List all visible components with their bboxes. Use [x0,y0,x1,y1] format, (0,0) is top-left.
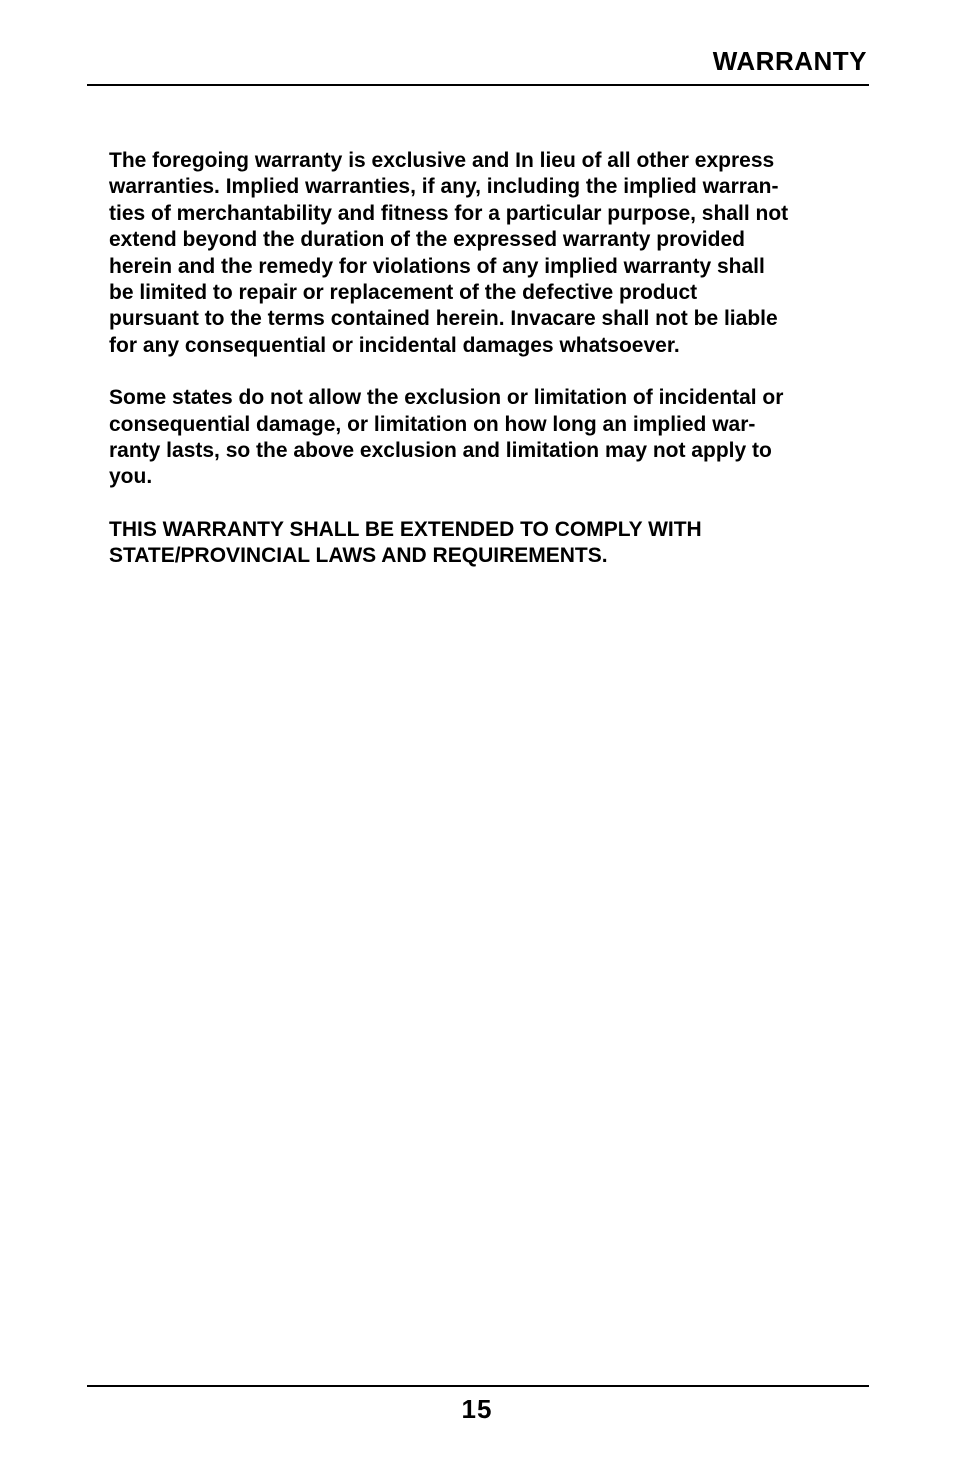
page-number: 15 [461,1394,493,1424]
header-rule [87,84,869,86]
state-limitations-paragraph: Some states do not allow the exclusion or limitation of incidental or consequential damage, or limitation on how long an implied war- ranty lasts, so the above exclusion and limitation may not apply to you. [109,386,784,489]
footer-rule [87,1385,869,1387]
warranty-body [109,148,849,596]
exclusive-warranty-paragraph: The foregoing warranty is exclusive and In lieu of all other express warranties. Implied warranties, if any, including the implied warran- ties of merchantability and fitness for a particular purpose, shall not extend beyond the duration of the expressed warranty provided herein and the remedy for violations of any implied warranty shall be limited to repair or replacement of the defective product pursuant to the terms contained herein. Invacare shall not be liable for any consequential or incidental damages whatsoever. [109,149,789,357]
compliance-paragraph: THIS WARRANTY SHALL BE EXTENDED TO COMPLY WITH STATE/PROVINCIAL LAWS AND REQUIREMENTS. [109,517,702,568]
section-title: WARRANTY [712,46,867,76]
